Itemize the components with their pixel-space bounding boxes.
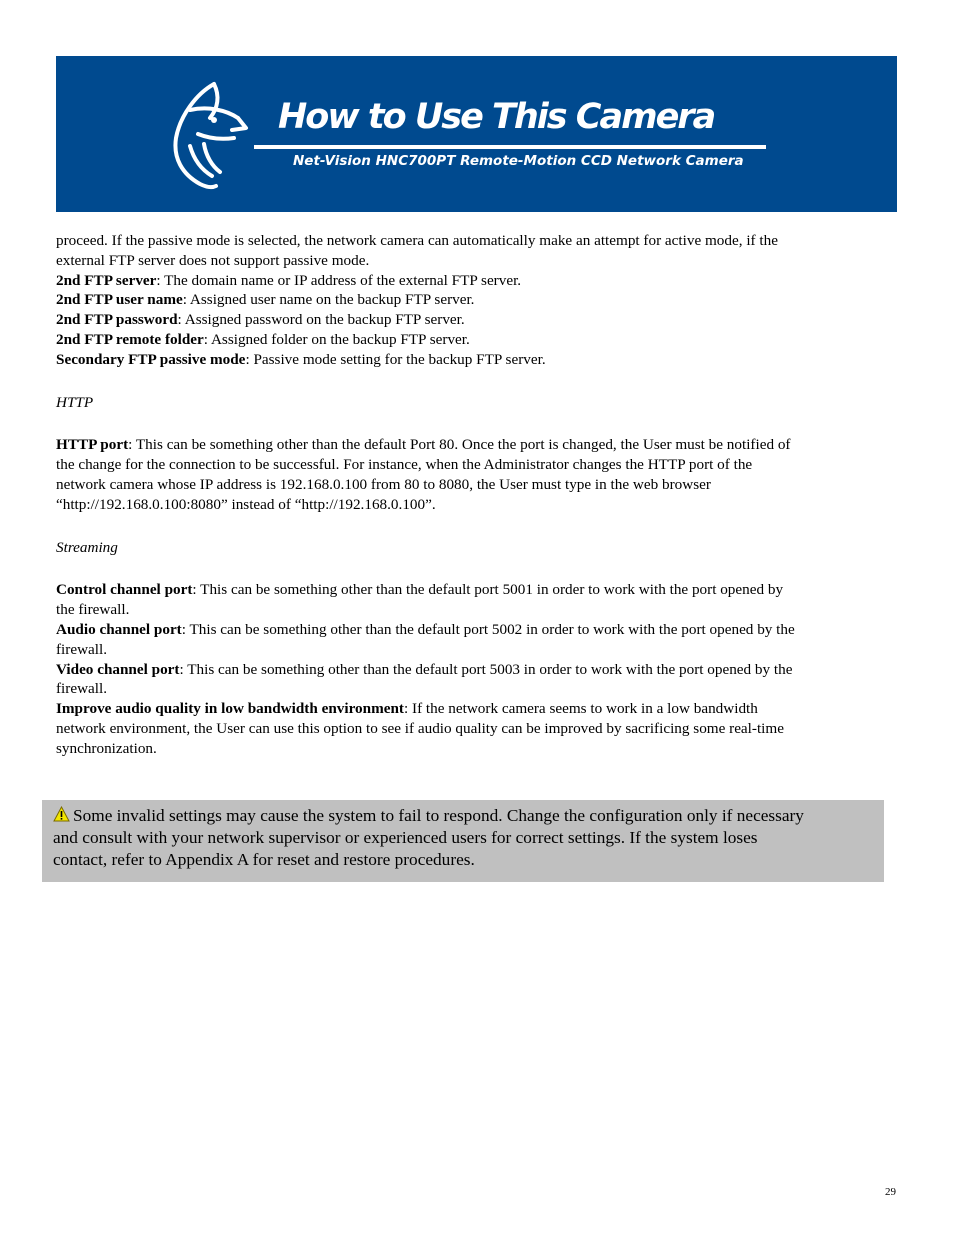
definition-desc: : This can be something other than the default port 5002 in order to work with the port opened by the <box>181 620 795 638</box>
definition-term: Improve audio quality in low bandwidth environment <box>56 700 404 718</box>
definition-term: 2nd FTP user name <box>56 291 183 309</box>
definition-desc-line: the firewall. <box>56 601 130 619</box>
definition-item <box>56 350 898 370</box>
definition-item <box>56 580 898 600</box>
definition-item <box>56 290 898 310</box>
definition-desc: : This can be something other than the default port 5001 in order to work with the port opened by <box>192 581 784 599</box>
definition-item <box>56 271 898 291</box>
definition-term: Video channel port <box>56 660 180 678</box>
definition-term: Secondary FTP passive mode <box>56 350 246 368</box>
definition-desc-line: network camera whose IP address is 192.168.0.100 from 80 to 8080, the User must type in the web browser <box>56 475 711 493</box>
ftp-intro-line: external FTP server does not support passive mode. <box>56 251 370 269</box>
definition-desc-line: “http://192.168.0.100:8080” instead of “http://192.168.0.100”. <box>56 495 436 513</box>
eagle-head-logo-icon <box>168 76 278 192</box>
warning-note-line: and consult with your network supervisor or experienced users for correct settings. If the system loses <box>53 827 758 847</box>
definition-term: Audio channel port <box>56 620 182 638</box>
definition-desc: : This can be something other than the default Port 80. Once the port is changed, the User must be notified of <box>128 436 791 454</box>
definition-term: Control channel port <box>56 581 193 599</box>
warning-note-line <box>53 805 872 827</box>
definition-desc: : Passive mode setting for the backup FTP server. <box>245 350 546 368</box>
warning-icon <box>53 806 70 822</box>
definition-desc: : Assigned folder on the backup FTP server. <box>203 330 470 348</box>
ftp-intro-line: proceed. If the passive mode is selected, the network camera can automatically make an attempt for active mode, if the <box>56 232 778 249</box>
definition-desc-line: firewall. <box>56 640 108 658</box>
definition-desc-line: the change for the connection to be successful. For instance, when the Administrator changes the HTTP port of the <box>56 456 753 474</box>
banner-rule <box>254 145 766 149</box>
section-heading-http: HTTP <box>56 393 94 411</box>
definition-desc: : Assigned password on the backup FTP server. <box>177 311 465 329</box>
definition-desc: : Assigned user name on the backup FTP server. <box>182 291 475 309</box>
banner-title: How to Use This Camera <box>278 97 715 137</box>
definition-term: HTTP port <box>56 436 129 454</box>
definition-desc: : This can be something other than the default port 5003 in order to work with the port opened by the <box>179 660 793 678</box>
definition-item <box>56 330 898 350</box>
section-heading-streaming: Streaming <box>56 538 118 556</box>
definition-term: 2nd FTP password <box>56 311 178 329</box>
header-banner <box>56 56 897 212</box>
definition-desc: : If the network camera seems to work in a low bandwidth <box>404 700 758 718</box>
banner-subtitle: Net-Vision HNC700PT Remote-Motion CCD Network Camera <box>293 153 744 169</box>
warning-note-line: contact, refer to Appendix A for reset and restore procedures. <box>53 849 475 869</box>
definition-term: 2nd FTP server <box>56 271 157 289</box>
definition-desc: : The domain name or IP address of the external FTP server. <box>156 271 522 289</box>
definition-desc-line: synchronization. <box>56 739 157 757</box>
definition-desc-line: network environment, the User can use this option to see if audio quality can be improved by sacrificing some real-time <box>56 719 784 737</box>
definition-term: 2nd FTP remote folder <box>56 330 204 348</box>
definition-item <box>56 310 898 330</box>
warning-text: Some invalid settings may cause the system to fail to respond. Change the configuration only if necessary <box>73 806 804 825</box>
definition-desc-line: firewall. <box>56 680 108 698</box>
definition-item <box>56 620 898 640</box>
definition-item <box>56 660 898 680</box>
definition-item <box>56 699 898 719</box>
document-body <box>56 231 898 759</box>
warning-note <box>42 800 884 882</box>
definition-item <box>56 435 898 455</box>
page-number: 29 <box>885 1186 896 1198</box>
